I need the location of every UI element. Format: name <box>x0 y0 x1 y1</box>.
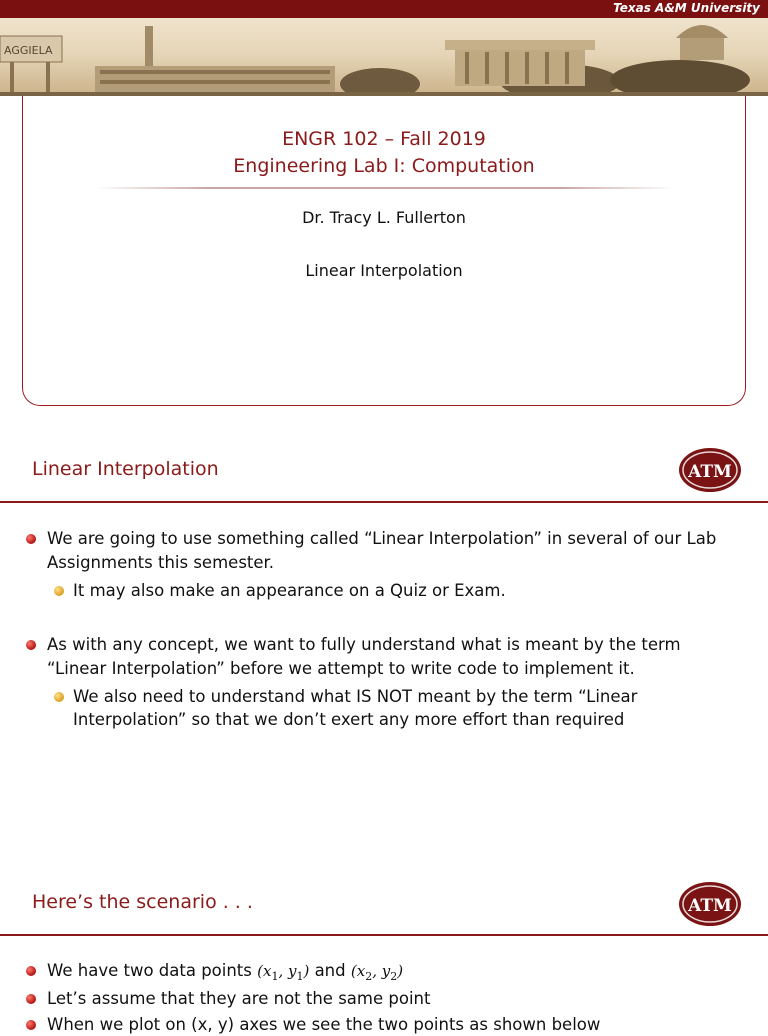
bullet-and: and <box>309 961 351 980</box>
bullet-text: Let’s assume that they are not the same point <box>47 989 431 1008</box>
heading-rule <box>0 934 768 936</box>
course-title: ENGR 102 – Fall 2019 <box>282 128 486 150</box>
bullet-text: Assignments this semester. <box>47 553 275 572</box>
slide-heading: Linear Interpolation <box>32 458 219 480</box>
title-divider <box>95 187 675 189</box>
campus-skyline-illustration <box>0 18 768 96</box>
point-1-math: ($x_1$, $y_1$) <box>257 962 310 983</box>
sub-bullet-text: Interpolation” so that we don’t exert any more effort than required <box>73 710 625 729</box>
point-2-math: ($x_2$, $y_2$) <box>350 962 404 983</box>
banner-bar <box>0 0 768 18</box>
atm-logo-text: ATM <box>688 462 732 482</box>
university-name: Texas A&M University <box>613 1 760 15</box>
water-tower-text: AGGIELA <box>4 44 53 57</box>
atm-logo-text: ATM <box>688 896 732 916</box>
heading-rule <box>0 501 768 503</box>
bullet-marker <box>26 640 36 650</box>
bullet-marker <box>26 966 36 976</box>
sub-bullet-text: We also need to understand what IS NOT meant by the term “Linear <box>73 687 638 706</box>
bullet-text-cut-off: When we plot on (x, y) axes we see the two points as shown below <box>47 1015 601 1034</box>
title-slide <box>0 0 768 420</box>
sub-bullet-text: It may also make an appearance on a Quiz or Exam. <box>73 581 506 600</box>
lecture-topic: Linear Interpolation <box>305 261 463 280</box>
bullet-text <box>47 959 403 988</box>
campus-banner <box>0 0 768 96</box>
slide-heading: Here’s the scenario . . . <box>32 891 253 913</box>
bullet-prefix: We have two data points <box>47 961 258 980</box>
lab-title: Engineering Lab I: Computation <box>233 155 535 177</box>
sub-bullet-marker <box>54 586 64 596</box>
sub-bullet-marker <box>54 692 64 702</box>
atm-logo-icon <box>678 881 742 927</box>
bullet-text: We are going to use something called “Linear Interpolation” in several of our Lab <box>47 529 717 548</box>
bullet-marker <box>26 994 36 1004</box>
bullet-marker <box>26 1020 36 1030</box>
bullet-text: As with any concept, we want to fully understand what is meant by the term <box>47 635 681 654</box>
bullet-text: “Linear Interpolation” before we attempt to write code to implement it. <box>47 659 635 678</box>
atm-logo-icon <box>678 447 742 493</box>
bullet-marker <box>26 534 36 544</box>
instructor-name: Dr. Tracy L. Fullerton <box>302 208 466 227</box>
